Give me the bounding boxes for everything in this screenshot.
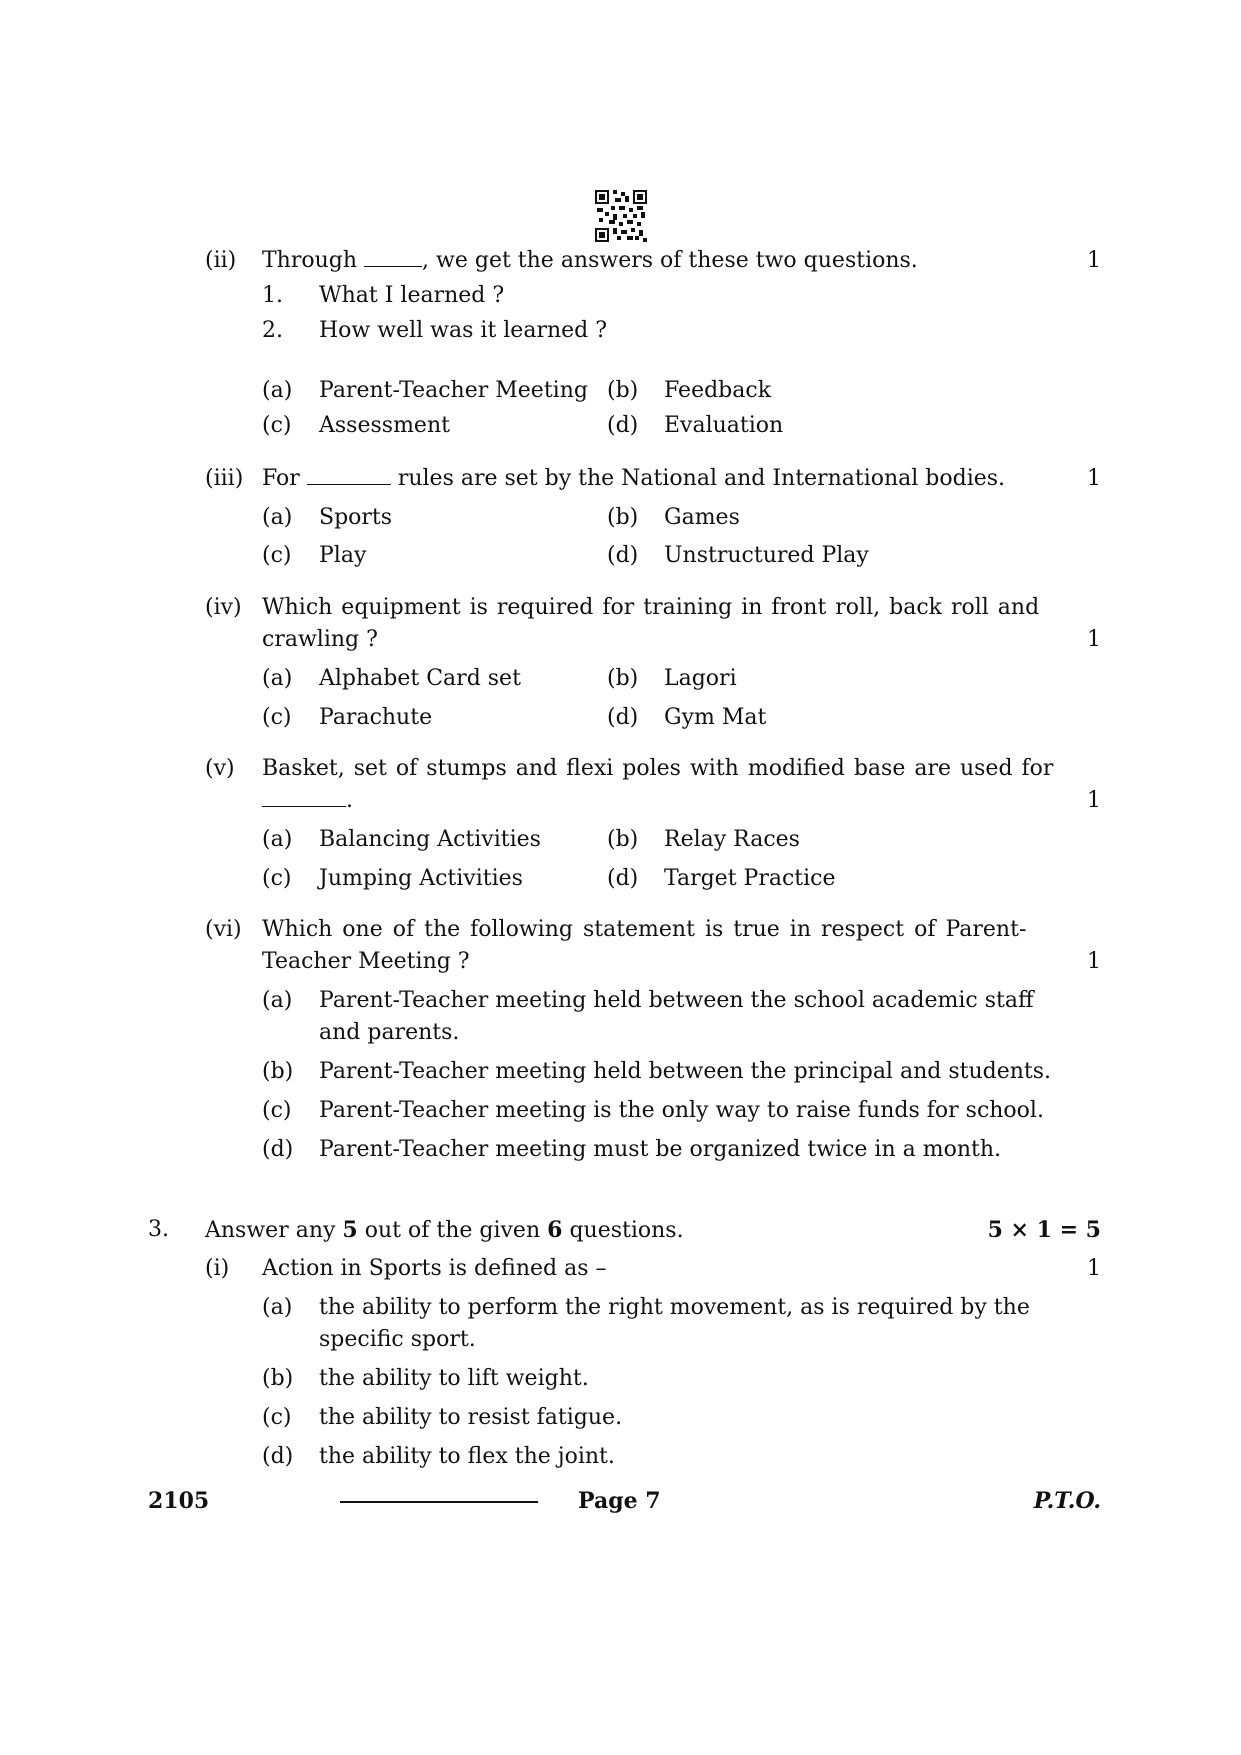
option-label: (a) [262, 666, 293, 691]
option-text: Parent-Teacher meeting held between the principal and students. [319, 1059, 1052, 1084]
question-instruction: Answer any 5 out of the given 6 questions. [205, 1217, 684, 1243]
option-label: (c) [262, 413, 292, 438]
option-label: (d) [607, 543, 639, 568]
sub-item-number: 1. [262, 283, 283, 308]
option-text: Lagori [664, 666, 737, 691]
answer-blank [262, 788, 346, 807]
question-text-continued: crawling ? [262, 627, 378, 652]
option-text-continued: specific sport. [319, 1327, 476, 1352]
question-number: (ii) [205, 248, 237, 273]
question-number: (i) [205, 1256, 230, 1281]
option-label: (a) [262, 988, 293, 1013]
question-text: Through , we get the answers of these two questions. [262, 248, 918, 273]
option-text: the ability to resist fatigue. [319, 1405, 623, 1430]
answer-blank [364, 248, 422, 267]
option-label: (c) [262, 705, 292, 730]
option-text: Balancing Activities [319, 827, 541, 852]
question-text: Basket, set of stumps and flexi poles with modified base are used for [262, 756, 1054, 781]
question-marks: 1 [1087, 466, 1101, 491]
question-marks: 1 [1087, 949, 1101, 974]
option-text: Play [319, 543, 367, 568]
option-text: Evaluation [664, 413, 784, 438]
option-text: Parent-Teacher Meeting [319, 378, 588, 403]
option-label: (c) [262, 866, 292, 891]
answer-blank [307, 466, 391, 485]
option-label: (d) [607, 705, 639, 730]
option-label: (d) [607, 866, 639, 891]
option-text: the ability to lift weight. [319, 1366, 589, 1391]
option-label: (b) [607, 378, 639, 403]
option-text: Target Practice [664, 866, 836, 891]
option-label: (b) [607, 666, 639, 691]
option-label: (b) [607, 827, 639, 852]
option-label: (b) [262, 1366, 294, 1391]
question-number: 3. [148, 1217, 169, 1242]
option-label: (a) [262, 1295, 293, 1320]
question-number: (iii) [205, 466, 244, 491]
option-label: (a) [262, 827, 293, 852]
question-marks: 1 [1087, 1256, 1101, 1281]
option-text: Parent-Teacher meeting must be organized twice in a month. [319, 1137, 1001, 1162]
please-turn-over: P.T.O. [1033, 1488, 1101, 1514]
option-text: Games [664, 505, 740, 530]
question-text: For rules are set by the National and International bodies. [262, 466, 1006, 491]
page-number: Page 7 [578, 1488, 661, 1514]
question-marks: 1 [1087, 788, 1101, 813]
option-label: (b) [262, 1059, 294, 1084]
option-text: Gym Mat [664, 705, 767, 730]
paper-code: 2105 [148, 1488, 210, 1514]
option-label: (c) [262, 1098, 292, 1123]
option-text: Parachute [319, 705, 433, 730]
option-label: (d) [607, 413, 639, 438]
question-text-continued: . [262, 786, 353, 816]
option-text: the ability to flex the joint. [319, 1444, 615, 1469]
qr-code-icon [595, 190, 647, 242]
option-text: Assessment [319, 413, 450, 438]
question-text: Which one of the following statement is true in respect of Parent- [262, 917, 1027, 942]
question-marks: 1 [1087, 627, 1101, 652]
question-text: Which equipment is required for training in front roll, back roll and [262, 595, 1040, 620]
option-text: Parent-Teacher meeting is the only way to raise funds for school. [319, 1098, 1044, 1123]
option-text: Jumping Activities [319, 866, 523, 891]
option-label: (a) [262, 505, 293, 530]
option-text: Feedback [664, 378, 772, 403]
option-text: Relay Races [664, 827, 800, 852]
sub-item-number: 2. [262, 318, 283, 343]
question-total-marks: 5 × 1 = 5 [987, 1217, 1101, 1243]
option-text: Parent-Teacher meeting held between the school academic staff [319, 988, 1034, 1013]
option-label: (b) [607, 505, 639, 530]
option-text-continued: and parents. [319, 1020, 460, 1045]
option-text: Alphabet Card set [319, 666, 521, 691]
option-label: (d) [262, 1137, 294, 1162]
question-text-continued: Teacher Meeting ? [262, 949, 470, 974]
question-number: (vi) [205, 917, 242, 942]
option-label: (a) [262, 378, 293, 403]
question-number: (iv) [205, 595, 242, 620]
option-label: (c) [262, 1405, 292, 1430]
sub-item-text: How well was it learned ? [319, 318, 608, 343]
question-marks: 1 [1087, 248, 1101, 273]
option-label: (d) [262, 1444, 294, 1469]
question-number: (v) [205, 756, 235, 781]
question-text: Action in Sports is defined as – [262, 1256, 607, 1281]
option-text: the ability to perform the right movement, as is required by the [319, 1295, 1030, 1320]
option-text: Unstructured Play [664, 543, 869, 568]
sub-item-text: What I learned ? [319, 283, 505, 308]
option-text: Sports [319, 505, 393, 530]
option-label: (c) [262, 543, 292, 568]
footer-divider [340, 1501, 538, 1503]
